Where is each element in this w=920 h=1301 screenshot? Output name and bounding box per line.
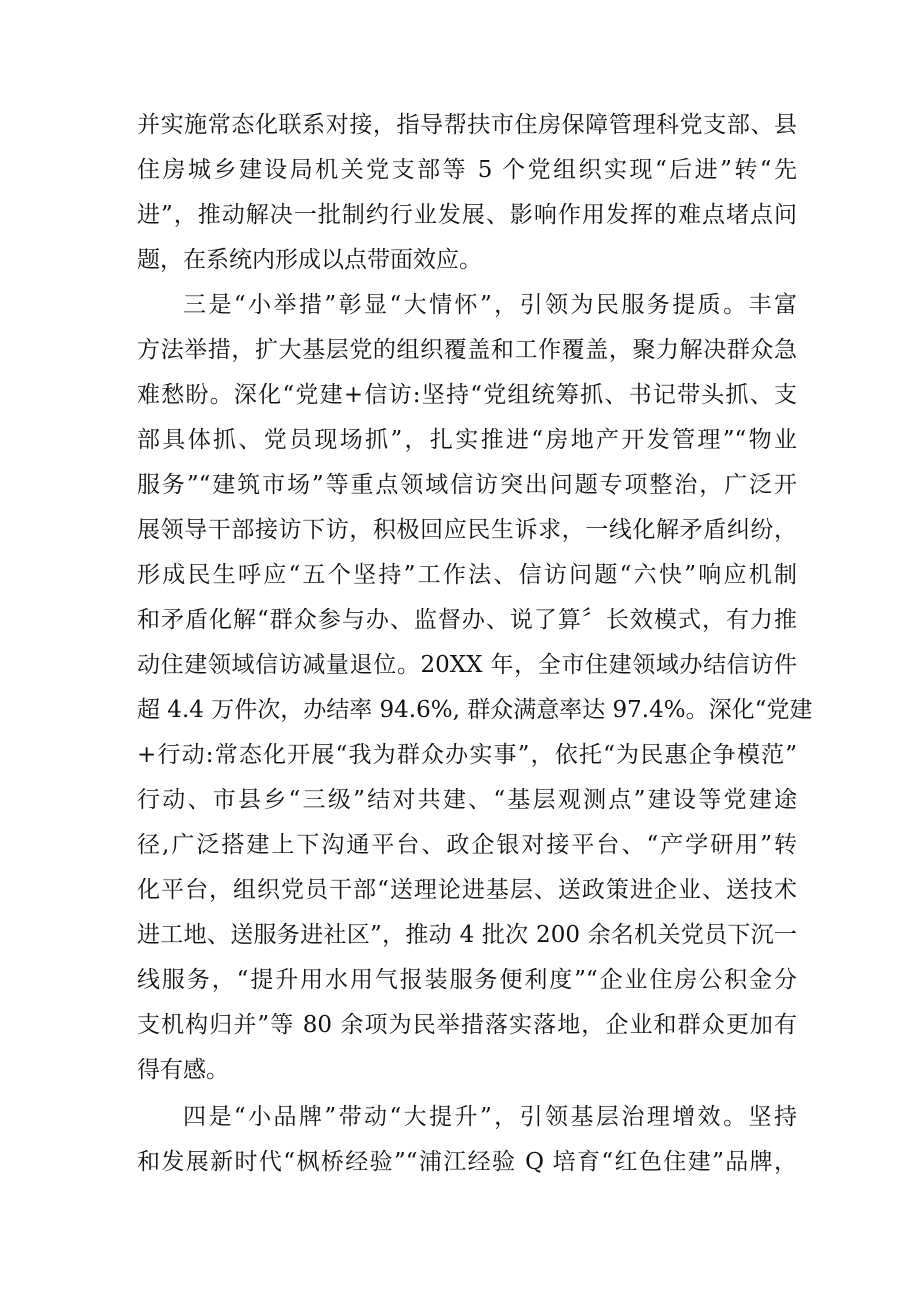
text-line: 径,广泛搭建上下沟通平台、政企银对接平台、“产学研用”转 bbox=[137, 832, 797, 858]
paragraph-3-first-line: 三是“小举措”彰显“大情怀”，引领为民服务提质。丰富 bbox=[183, 292, 797, 318]
text-line: 形成民生呼应“五个坚持”工作法、信访问题“六快”响应机制 bbox=[137, 562, 797, 588]
text-line: 和矛盾化解“群众参与办、监督办、说了算〞长效模式，有力推 bbox=[137, 607, 797, 633]
text-line: 展领导干部接访下访，积极回应民生诉求，一线化解矛盾纠纷， bbox=[137, 517, 797, 543]
text-line: 化平台，组织党员干部“送理论进基层、送政策进企业、送技术 bbox=[137, 877, 797, 903]
text-line: 进”，推动解决一批制约行业发展、影响作用发挥的难点堵点问 bbox=[137, 202, 797, 228]
text-line: 服务”“建筑市场”等重点领域信访突出问题专项整治，广泛开 bbox=[137, 472, 797, 498]
text-line: 方法举措，扩大基层党的组织覆盖和工作覆盖，聚力解决群众急 bbox=[137, 337, 797, 363]
text-line: 超 4.4 万件次，办结率 94.6%, 群众满意率达 97.4%。深化“党建 bbox=[137, 697, 813, 723]
text-line: 得有感。 bbox=[137, 1057, 229, 1083]
text-line: 部具体抓、党员现场抓”，扎实推进“房地产开发管理”“物业 bbox=[137, 427, 797, 453]
text-line: 难愁盼。深化“党建+信访:坚持“党组统筹抓、书记带头抓、支 bbox=[137, 382, 797, 408]
text-line: 题，在系统内形成以点带面效应。 bbox=[137, 247, 482, 273]
text-line: 进工地、送服务进社区”，推动 4 批次 200 余名机关党员下沉一 bbox=[137, 922, 797, 948]
text-line: 住房城乡建设局机关党支部等 5 个党组织实现“后进”转“先 bbox=[137, 157, 797, 183]
text-line: 动住建领域信访减量退位。20XX 年，全市住建领域办结信访件 bbox=[137, 652, 797, 678]
text-line: 行动、市县乡“三级”结对共建、“基层观测点”建设等党建途 bbox=[137, 787, 797, 813]
paragraph-4-first-line: 四是“小品牌”带动“大提升”，引领基层治理增效。坚持 bbox=[183, 1104, 797, 1130]
text-line: +行动:常态化开展“我为群众办实事”，依托“为民惠企争模范” bbox=[137, 742, 797, 768]
text-line: 和发展新时代“枫桥经验”“浦江经验 Q 培育“红色住建”品牌， bbox=[137, 1149, 797, 1175]
text-line: 线服务，“提升用水用气报装服务便利度”“企业住房公积金分 bbox=[137, 967, 797, 993]
text-line: 并实施常态化联系对接，指导帮扶市住房保障管理科党支部、县 bbox=[137, 112, 797, 138]
text-line: 支机构归并”等 80 余项为民举措落实落地，企业和群众更加有 bbox=[137, 1012, 797, 1038]
